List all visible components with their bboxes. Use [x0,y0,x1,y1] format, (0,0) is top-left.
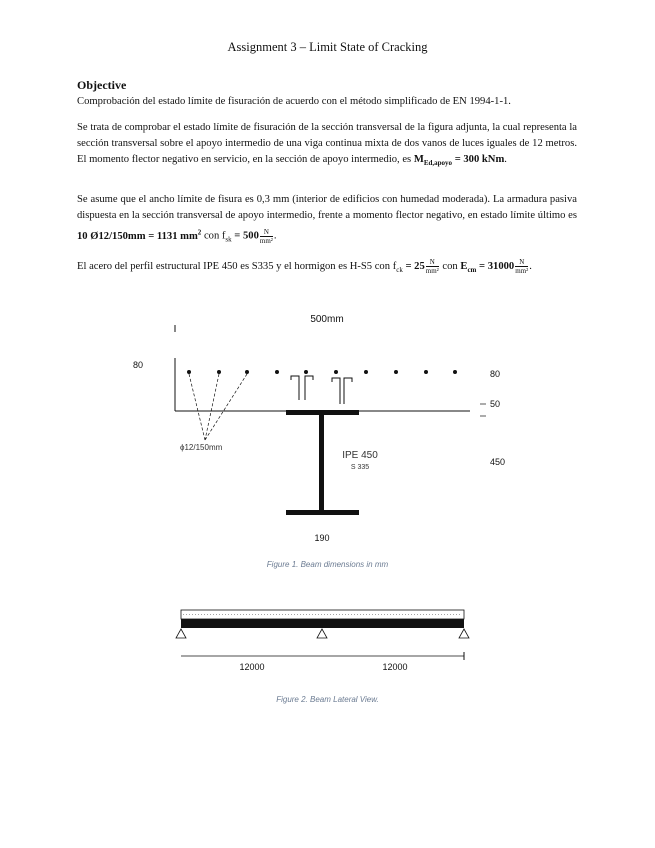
supports [176,629,469,638]
figure1-caption: Figure 1. Beam dimensions in mm [266,560,389,569]
cross-section-figure [0,300,655,550]
top-flange [286,410,359,415]
slab-strip [181,610,464,619]
slab-width-label: 500mm [310,314,344,325]
bar-leaders [189,374,247,440]
objective-heading: Objective [77,78,127,92]
unit-fraction: $\frac{N}{\text{mm²}}$ [259,227,273,245]
bottom-flange [286,510,359,515]
web-height-dim: 450 [490,457,506,467]
right-top-dim: 80 [490,369,501,379]
moment-symbol: $M_{Ed,apoyo} = 300$ kNm [413,154,505,168]
web [319,415,324,511]
profile-label: IPE 450 [342,450,378,461]
paragraph-materials: El acero del perfil estructural IPE 450 es S335 y el hormigon es H-S5 con $f_{ck} = 25$ $\frac{N}{\text{mm²}}$ con $E_{cm} = 31000$ $\frac{N}{\text{mm²}}$ . [77,258,532,275]
left-dim-label: 80 [132,360,144,370]
lateral-view-figure [0,600,655,680]
reinforcement-bars [187,370,457,374]
span2-label: 12000 [382,662,408,672]
reinforcement-value: 10 Ø12/150mm = 1131 $mm^2$ [77,228,202,242]
beam-strip [181,619,464,628]
span1-label: 12000 [239,662,265,672]
steel-grade-label: S 335 [350,464,370,471]
shear-studs [291,376,352,404]
paragraph-scope: Comprobación del estado límite de fisuración de acuerdo con el método simplificado de EN 1994-1-1. [77,96,511,107]
flange-width-label: 190 [314,533,330,543]
bars-label: ϕ12/150mm [180,443,223,452]
figure2-caption: Figure 2. Beam Lateral View. [276,695,379,704]
paragraph-description: Se trata de comprobar el estado límite de fisuración de la sección transversal de la figura adjunta, la cual representa la sección transversal sobre el apoyo intermedio de una viga continua mixta de dos vanos de luces iguales de 12 metros. El momento flector negativo en servicio, en la sección de apoyo intermedio, es $M_{Ed,apoyo} = 300$ kNm. [77,122,577,168]
document-title: Assignment 3 – Limit State of Cracking [227,40,428,54]
right-mid-dim: 50 [490,399,501,409]
paragraph-reinforcement: Se asume que el ancho límite de fisura es 0,3 mm (interior de edificios con humedad moderada). La armadura pasiva dispuesta en la sección transversal de apoyo intermedio, frente a momento flector negativo, en estado límite último es 10 Ø12/150mm = 1131 $mm^2$ con $f_{sk} = 500$ $\frac{N}{\text{mm²}}$ . [77,194,577,245]
